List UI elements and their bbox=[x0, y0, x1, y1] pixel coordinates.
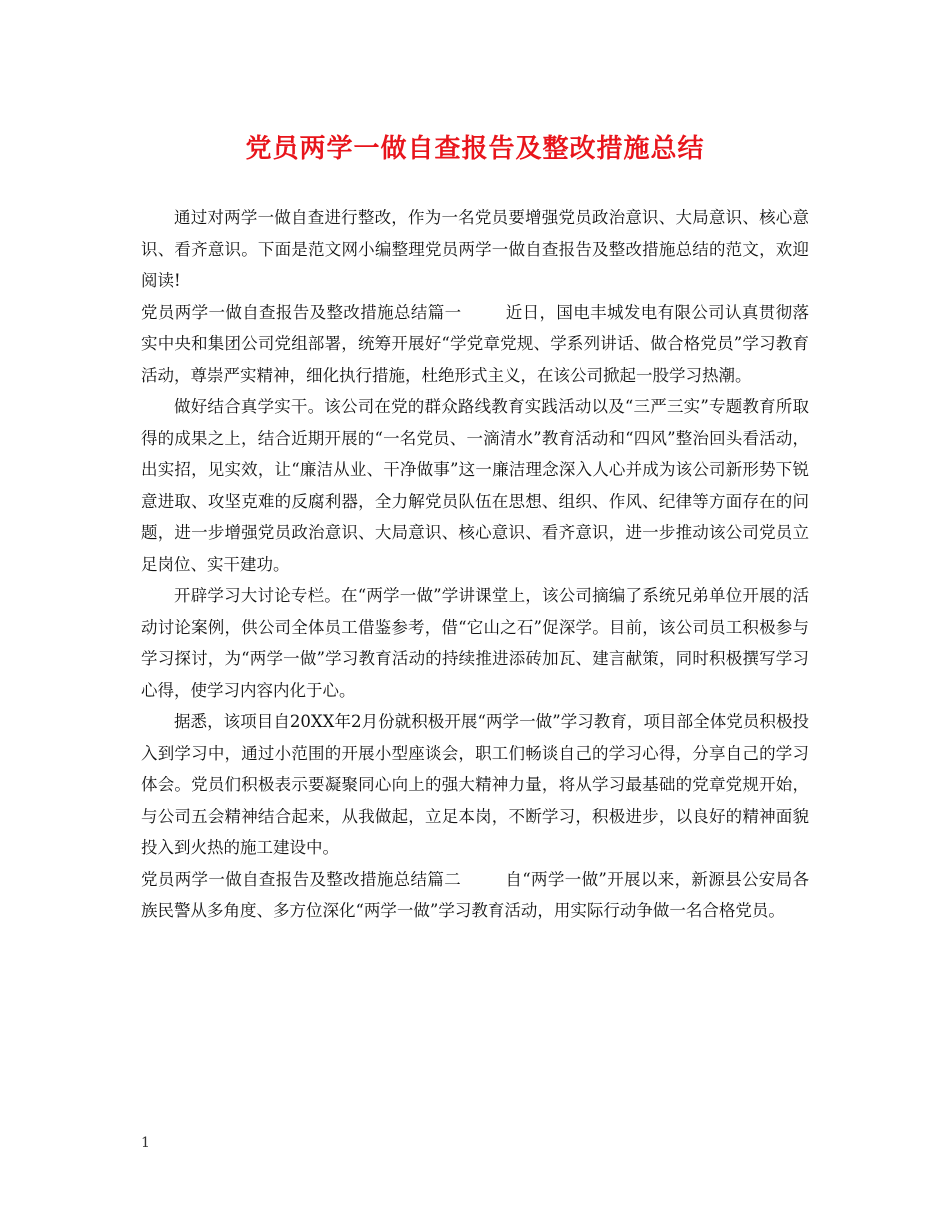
paragraph-section-one bbox=[141, 297, 809, 392]
paragraph-text: 开辟学习大讨论专栏。在“两学一做”学讲课堂上，该公司摘编了系统兄弟单位开展的活动讨论案例，供公司全体员工借鉴参考，借“它山之石”促深学。目前，该公司员工积极参与学习探讨，为“两学一做”学习教育活动的持续推进添砖加瓦、建言献策，同时积极撰写学习心得，使学习内容内化于心。 bbox=[141, 586, 809, 700]
paragraph-text: 近日，国电丰城发电有限公司认真贯彻落实中央和集团公司党组部署，统筹开展好“学党章党规、学系列讲话、做合格党员”学习教育活动，尊崇严实精神，细化执行措施，杜绝形式主义，在该公司掀起一股学习热潮。 bbox=[141, 302, 810, 385]
paragraph-section-two bbox=[141, 864, 809, 927]
paragraph-text: 据悉，该项目自20XX年2月份就积极开展“两学一做”学习教育，项目部全体党员积极投入到学习中，通过小范围的开展小型座谈会，职工们畅谈自己的学习心得，分享自己的学习体会。党员们积极表示要凝聚同心向上的强大精神力量，将从学习最基础的党章党规开始，与公司五会精神结合起来，从我做起，立足本岗，不断学习，积极进步，以良好的精神面貌投入到火热的施工建设中。 bbox=[141, 712, 809, 857]
page-number: 1 bbox=[141, 1135, 150, 1151]
paragraph-study-practice bbox=[141, 391, 809, 580]
document-title: 党员两学一做自查报告及整改措施总结 bbox=[245, 134, 705, 164]
document-body bbox=[141, 202, 809, 927]
paragraph-text: 做好结合真学实干。该公司在党的群众路线教育实践活动以及“三严三实”专题教育所取得的成果之上，结合近期开展的“一名党员、一滴清水”教育活动和“四风”整治回头看活动，出实招，见实效，让“廉洁从业、干净做事”这一廉洁理念深入人心并成为该公司新形势下锐意进取、攻坚克难的反腐利器，全力解党员队伍在思想、组织、作风、纪律等方面存在的问题，进一步增强党员政治意识、大局意识、核心意识、看齐意识，进一步推动该公司党员立足岗位、实干建功。 bbox=[141, 397, 809, 574]
paragraph-text: 通过对两学一做自查进行整改，作为一名党员要增强党员政治意识、大局意识、核心意识、看齐意识。下面是范文网小编整理党员两学一做自查报告及整改措施总结的范文，欢迎阅读! bbox=[141, 208, 809, 290]
paragraph-project-study bbox=[141, 706, 809, 864]
paragraph-discussion-column bbox=[141, 580, 809, 706]
paragraph-text: 自“两学一做”开展以来，新源县公安局各族民警从多角度、多方位深化“两学一做”学习教育活动，用实际行动争做一名合格党员。 bbox=[141, 869, 809, 920]
section-heading: 党员两学一做自查报告及整改措施总结篇一 bbox=[141, 302, 462, 322]
section-heading: 党员两学一做自查报告及整改措施总结篇二 bbox=[141, 869, 462, 889]
paragraph-intro bbox=[141, 202, 809, 297]
